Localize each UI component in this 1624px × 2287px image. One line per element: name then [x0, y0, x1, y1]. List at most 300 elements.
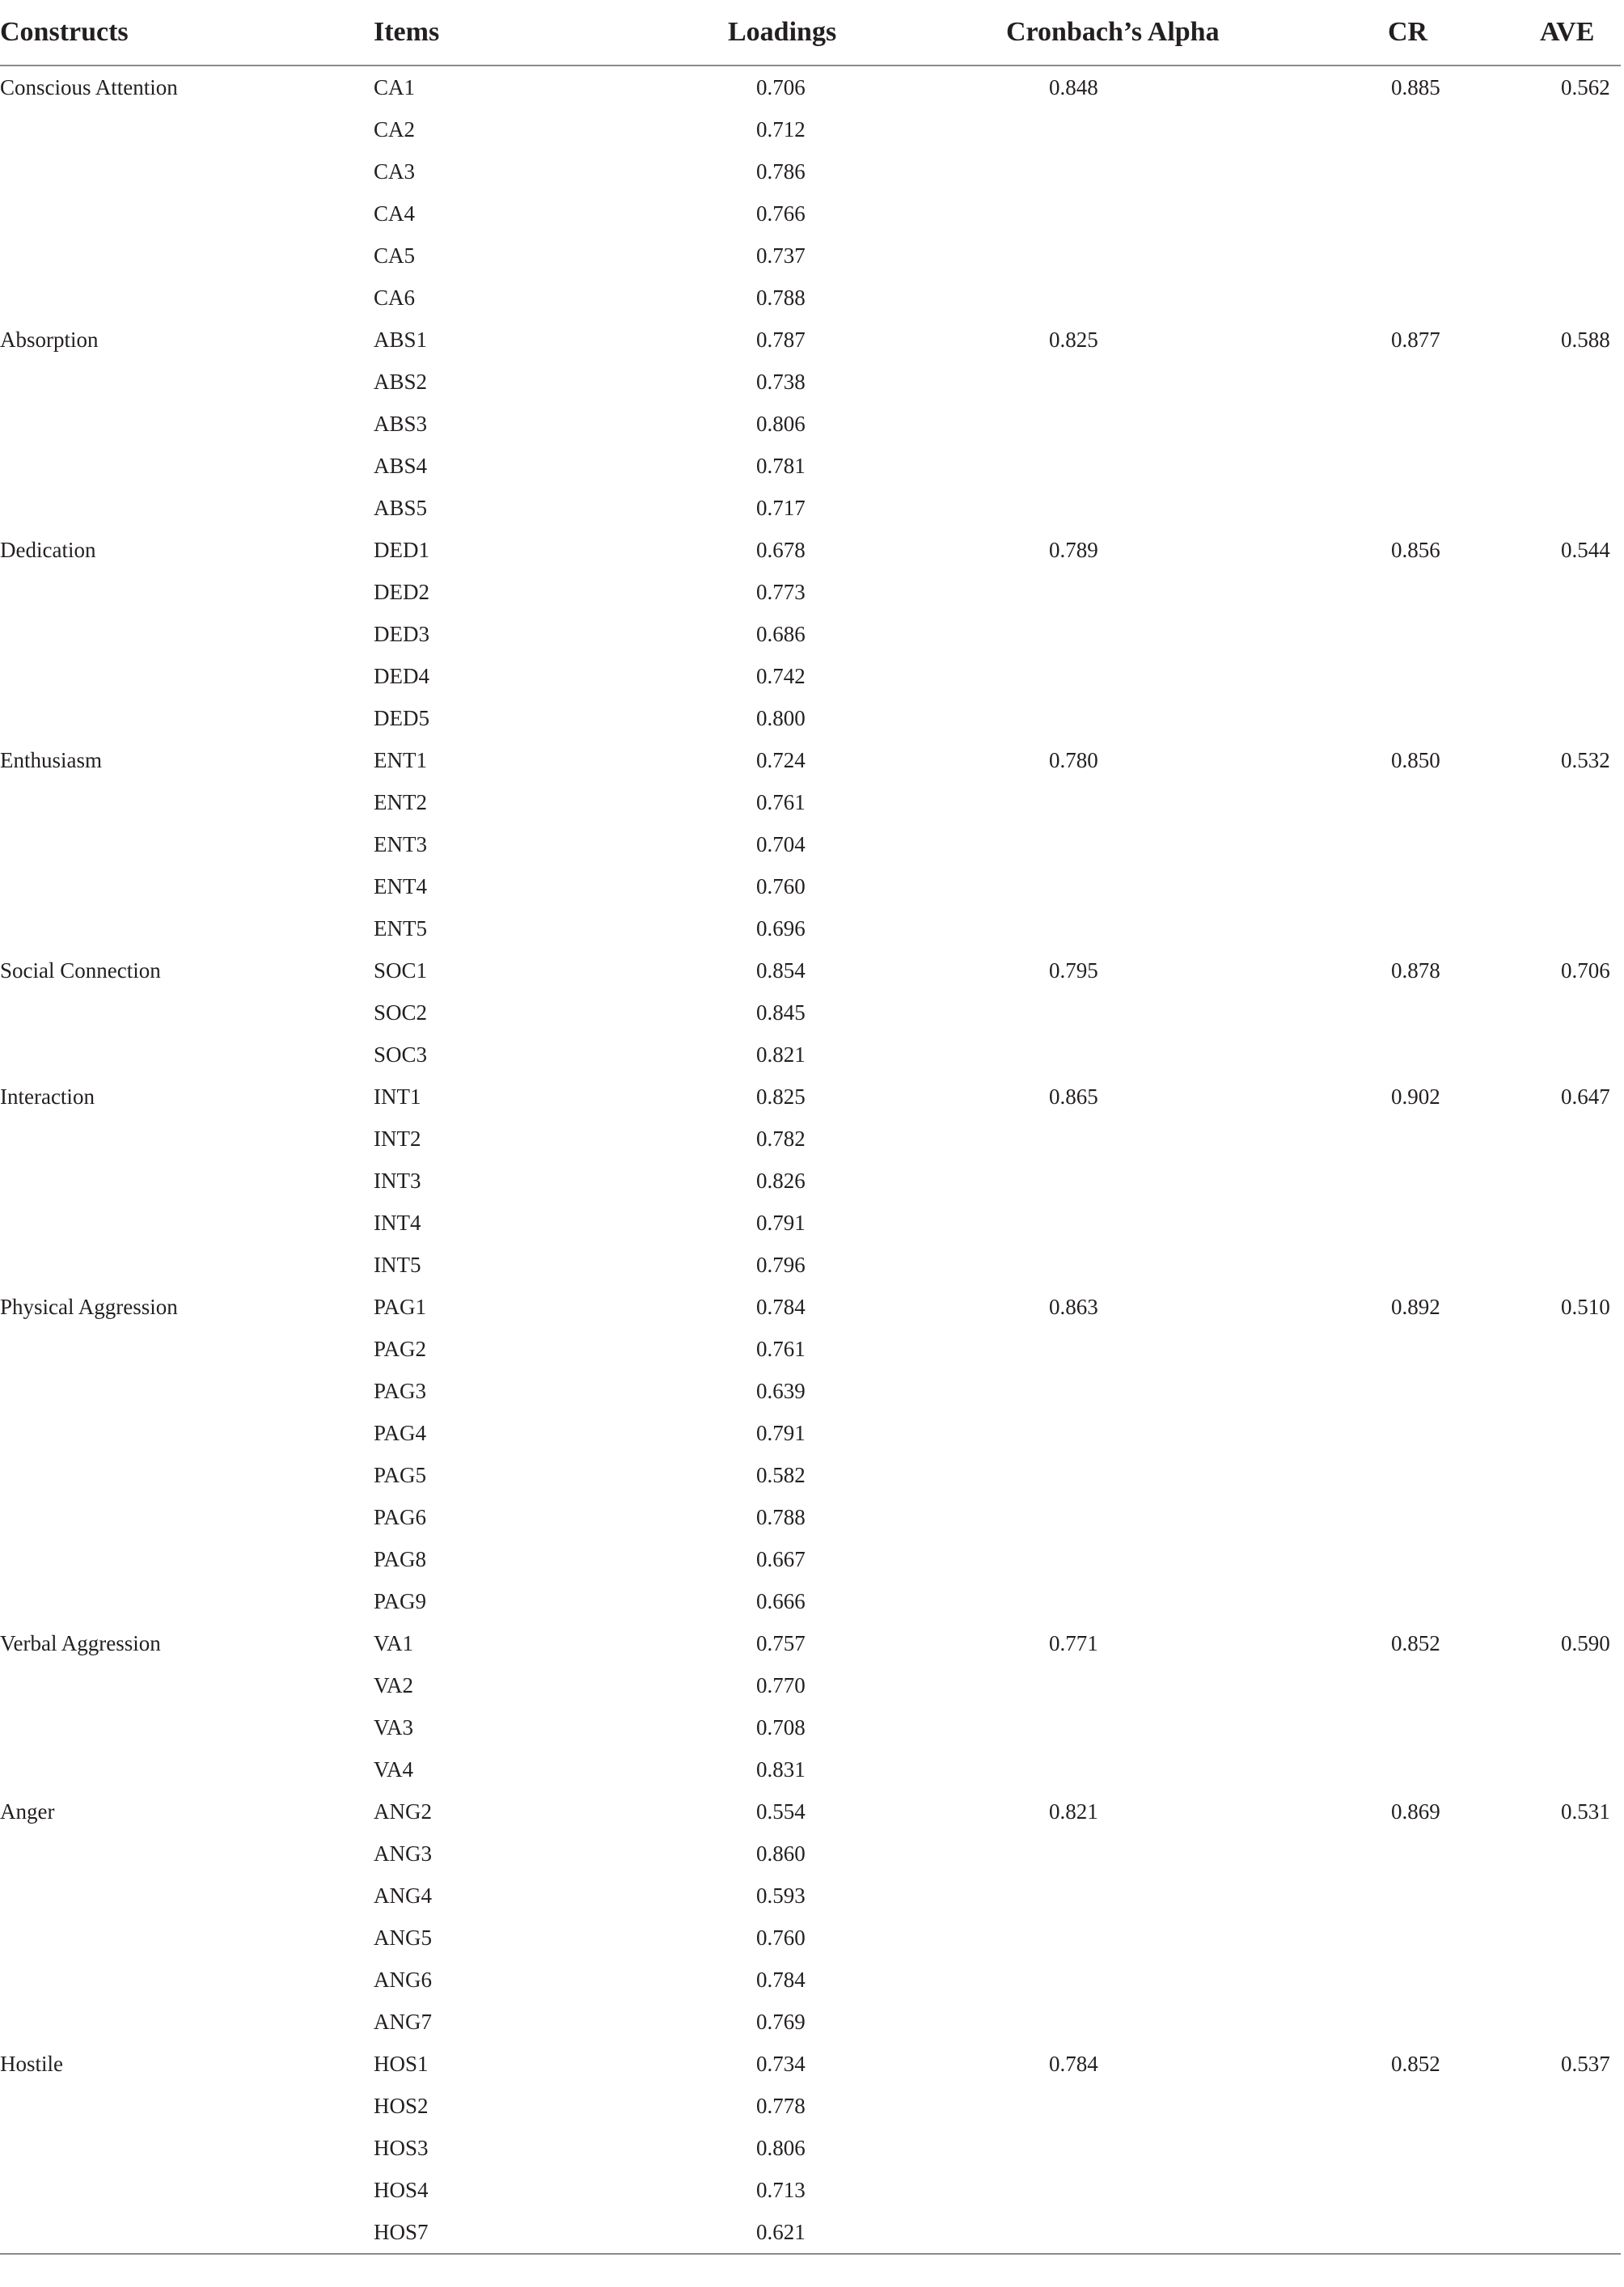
ave-cell: 0.532: [1561, 747, 1610, 772]
loading-cell: 0.778: [756, 2093, 806, 2118]
cr-cell: [1257, 235, 1475, 277]
loading-cell: 0.593: [756, 1883, 806, 1908]
table-row: [0, 1833, 1621, 1875]
loading-cell: 0.757: [756, 1630, 806, 1655]
header-cr: CR: [1257, 0, 1475, 66]
loading-cell: 0.770: [756, 1672, 806, 1697]
ave-cell: [1475, 991, 1621, 1034]
ave-cell: [1475, 277, 1621, 319]
construct-cell: [0, 192, 374, 235]
table-row: [0, 1748, 1621, 1790]
ave-cell: 0.531: [1561, 1799, 1610, 1824]
cr-cell: [1257, 1496, 1475, 1538]
cr-cell: [1257, 2127, 1475, 2169]
item-cell: HOS4: [374, 2177, 429, 2202]
ave-cell: [1475, 1917, 1621, 1959]
table-row: [0, 991, 1621, 1034]
alpha-cell: [933, 697, 1257, 739]
alpha-cell: [933, 865, 1257, 907]
item-cell: PAG1: [374, 1294, 427, 1319]
construct-cell: Interaction: [0, 1084, 95, 1109]
loading-cell: 0.737: [756, 243, 806, 268]
ave-cell: 0.647: [1561, 1084, 1610, 1109]
header-constructs: Constructs: [0, 0, 374, 66]
cr-cell: [1257, 571, 1475, 613]
cr-cell: [1257, 1833, 1475, 1875]
table-row: [0, 1917, 1621, 1959]
alpha-cell: 0.821: [1049, 1799, 1098, 1824]
cr-cell: [1257, 991, 1475, 1034]
ave-cell: [1475, 1748, 1621, 1790]
ave-cell: [1475, 403, 1621, 445]
alpha-cell: [933, 277, 1257, 319]
item-cell: HOS3: [374, 2135, 429, 2160]
ave-cell: [1475, 2211, 1621, 2254]
construct-cell: Conscious Attention: [0, 74, 178, 99]
item-cell: DED4: [374, 663, 429, 688]
alpha-cell: [933, 571, 1257, 613]
table-row: [0, 1538, 1621, 1580]
table-row: [0, 1370, 1621, 1412]
construct-cell: [0, 697, 374, 739]
cr-cell: [1257, 613, 1475, 655]
cr-cell: [1257, 1538, 1475, 1580]
cr-cell: [1257, 1580, 1475, 1622]
construct-cell: Social Connection: [0, 957, 161, 983]
construct-cell: [0, 1202, 374, 1244]
ave-cell: [1475, 907, 1621, 949]
loading-cell: 0.782: [756, 1126, 806, 1151]
cr-cell: [1257, 1875, 1475, 1917]
loading-cell: 0.766: [756, 201, 806, 226]
ave-cell: [1475, 1328, 1621, 1370]
loading-cell: 0.713: [756, 2177, 806, 2202]
cr-cell: [1257, 192, 1475, 235]
alpha-cell: [933, 823, 1257, 865]
item-cell: SOC1: [374, 957, 428, 983]
loading-cell: 0.788: [756, 1504, 806, 1529]
table-row: [0, 1664, 1621, 1706]
construct-cell: [0, 445, 374, 487]
ave-cell: 0.544: [1561, 537, 1610, 562]
ave-cell: [1475, 1454, 1621, 1496]
construct-cell: [0, 1538, 374, 1580]
item-cell: CA6: [374, 285, 416, 310]
item-cell: CA3: [374, 159, 416, 184]
loading-cell: 0.717: [756, 495, 806, 520]
table-row: [0, 1875, 1621, 1917]
item-cell: ENT2: [374, 789, 427, 814]
alpha-cell: [933, 1706, 1257, 1748]
alpha-cell: 0.784: [1049, 2051, 1098, 2076]
alpha-cell: 0.795: [1049, 957, 1098, 983]
item-cell: PAG9: [374, 1588, 427, 1613]
item-cell: ENT4: [374, 873, 427, 898]
cr-cell: 0.852: [1391, 2051, 1440, 2076]
construct-cell: Absorption: [0, 327, 99, 352]
table-row: [0, 1244, 1621, 1286]
item-cell: ENT3: [374, 831, 427, 856]
ave-cell: [1475, 1244, 1621, 1286]
alpha-cell: [933, 1370, 1257, 1412]
cr-cell: [1257, 1202, 1475, 1244]
loading-cell: 0.826: [756, 1168, 806, 1193]
table-row: [0, 823, 1621, 865]
ave-cell: [1475, 108, 1621, 150]
construct-cell: [0, 1370, 374, 1412]
alpha-cell: [933, 1160, 1257, 1202]
table-row: [0, 1202, 1621, 1244]
alpha-cell: 0.771: [1049, 1630, 1098, 1655]
construct-cell: Verbal Aggression: [0, 1630, 161, 1655]
item-cell: INT3: [374, 1168, 421, 1193]
item-cell: VA3: [374, 1714, 414, 1740]
construct-cell: [0, 1244, 374, 1286]
loading-cell: 0.860: [756, 1841, 806, 1866]
cr-cell: [1257, 1370, 1475, 1412]
table-row: [0, 2127, 1621, 2169]
table-row: [0, 1959, 1621, 2001]
ave-cell: [1475, 697, 1621, 739]
table-header: [0, 0, 1621, 66]
construct-cell: [0, 1496, 374, 1538]
alpha-cell: [933, 2001, 1257, 2043]
ave-cell: [1475, 1706, 1621, 1748]
loading-cell: 0.760: [756, 1925, 806, 1950]
item-cell: ABS1: [374, 327, 428, 352]
cr-cell: [1257, 1706, 1475, 1748]
construct-cell: [0, 108, 374, 150]
construct-cell: Dedication: [0, 537, 96, 562]
table-row: [0, 445, 1621, 487]
item-cell: SOC3: [374, 1042, 428, 1067]
cr-cell: [1257, 445, 1475, 487]
item-cell: PAG8: [374, 1546, 427, 1571]
table-row: [0, 277, 1621, 319]
alpha-cell: 0.789: [1049, 537, 1098, 562]
footer-spacer: [0, 2254, 1621, 2287]
alpha-cell: 0.865: [1049, 1084, 1098, 1109]
header-ave: AVE: [1475, 0, 1621, 66]
item-cell: DED1: [374, 537, 429, 562]
construct-cell: [0, 655, 374, 697]
table-row: [0, 1706, 1621, 1748]
header-items: Items: [374, 0, 624, 66]
loading-cell: 0.845: [756, 1000, 806, 1025]
table-row: [0, 235, 1621, 277]
loading-cell: 0.821: [756, 1042, 806, 1067]
cr-cell: [1257, 361, 1475, 403]
loading-cell: 0.831: [756, 1756, 806, 1782]
alpha-cell: [933, 1328, 1257, 1370]
ave-cell: 0.537: [1561, 2051, 1610, 2076]
alpha-cell: [933, 991, 1257, 1034]
cr-cell: [1257, 781, 1475, 823]
table-row: [0, 1034, 1621, 1076]
ave-cell: [1475, 2001, 1621, 2043]
construct-cell: [0, 2001, 374, 2043]
alpha-cell: [933, 1580, 1257, 1622]
table-row: [0, 697, 1621, 739]
item-cell: HOS1: [374, 2051, 429, 2076]
item-cell: DED2: [374, 579, 429, 604]
construct-cell: [0, 1160, 374, 1202]
item-cell: VA2: [374, 1672, 414, 1697]
cr-cell: [1257, 1959, 1475, 2001]
table-row: [0, 2043, 1621, 2085]
table-row: [0, 739, 1621, 781]
table-row: [0, 613, 1621, 655]
loading-cell: 0.800: [756, 705, 806, 730]
loading-cell: 0.742: [756, 663, 806, 688]
loading-cell: 0.734: [756, 2051, 806, 2076]
ave-cell: [1475, 445, 1621, 487]
loading-cell: 0.769: [756, 2009, 806, 2034]
construct-cell: [0, 1412, 374, 1454]
item-cell: PAG5: [374, 1462, 427, 1487]
cr-cell: [1257, 1748, 1475, 1790]
cr-cell: 0.878: [1391, 957, 1440, 983]
construct-cell: [0, 1917, 374, 1959]
table-row: [0, 2001, 1621, 2043]
loading-cell: 0.706: [756, 74, 806, 99]
table-row: [0, 907, 1621, 949]
construct-cell: [0, 235, 374, 277]
construct-cell: [0, 1034, 374, 1076]
cr-cell: 0.877: [1391, 327, 1440, 352]
item-cell: PAG6: [374, 1504, 427, 1529]
loading-cell: 0.667: [756, 1546, 806, 1571]
ave-cell: [1475, 150, 1621, 192]
loading-cell: 0.686: [756, 621, 806, 646]
cr-cell: [1257, 2085, 1475, 2127]
cr-cell: [1257, 1917, 1475, 1959]
construct-cell: [0, 403, 374, 445]
cr-cell: [1257, 907, 1475, 949]
loading-cell: 0.788: [756, 285, 806, 310]
ave-cell: 0.562: [1561, 74, 1610, 99]
cr-cell: [1257, 2169, 1475, 2211]
table-row: [0, 1160, 1621, 1202]
item-cell: SOC2: [374, 1000, 428, 1025]
cr-cell: [1257, 865, 1475, 907]
table-row: [0, 66, 1621, 108]
table-row: [0, 1118, 1621, 1160]
cr-cell: [1257, 823, 1475, 865]
construct-cell: [0, 1454, 374, 1496]
cr-cell: [1257, 655, 1475, 697]
item-cell: HOS2: [374, 2093, 429, 2118]
construct-cell: [0, 613, 374, 655]
table-row: [0, 1580, 1621, 1622]
cr-cell: [1257, 403, 1475, 445]
table-row: [0, 2211, 1621, 2254]
item-cell: VA4: [374, 1756, 414, 1782]
cr-cell: [1257, 1034, 1475, 1076]
ave-cell: [1475, 2169, 1621, 2211]
item-cell: PAG2: [374, 1336, 427, 1361]
alpha-cell: 0.780: [1049, 747, 1098, 772]
table-row: [0, 949, 1621, 991]
construct-cell: [0, 1664, 374, 1706]
cr-cell: [1257, 108, 1475, 150]
cr-cell: [1257, 1244, 1475, 1286]
ave-cell: [1475, 361, 1621, 403]
ave-cell: [1475, 2127, 1621, 2169]
header-cronbachs-alpha: Cronbach’s Alpha: [933, 0, 1257, 66]
construct-cell: [0, 1833, 374, 1875]
ave-cell: [1475, 1833, 1621, 1875]
loading-cell: 0.678: [756, 537, 806, 562]
loading-cell: 0.712: [756, 116, 806, 142]
ave-cell: [1475, 1538, 1621, 1580]
construct-cell: [0, 150, 374, 192]
table-row: [0, 1076, 1621, 1118]
construct-cell: Physical Aggression: [0, 1294, 178, 1319]
loading-cell: 0.760: [756, 873, 806, 898]
item-cell: ANG5: [374, 1925, 432, 1950]
alpha-cell: [933, 1875, 1257, 1917]
table-row: [0, 361, 1621, 403]
item-cell: ENT1: [374, 747, 427, 772]
table-row: [0, 192, 1621, 235]
alpha-cell: [933, 613, 1257, 655]
item-cell: VA1: [374, 1630, 414, 1655]
ave-cell: [1475, 655, 1621, 697]
item-cell: CA2: [374, 116, 416, 142]
ave-cell: [1475, 1160, 1621, 1202]
loading-cell: 0.787: [756, 327, 806, 352]
ave-cell: [1475, 1118, 1621, 1160]
item-cell: ABS5: [374, 495, 428, 520]
loading-cell: 0.621: [624, 2211, 933, 2254]
item-cell: PAG4: [374, 1420, 427, 1445]
ave-cell: 0.590: [1561, 1630, 1610, 1655]
table-row: [0, 2085, 1621, 2127]
cr-cell: [1257, 277, 1475, 319]
alpha-cell: [933, 1538, 1257, 1580]
item-cell: INT1: [374, 1084, 421, 1109]
cr-cell: 0.856: [1391, 537, 1440, 562]
ave-cell: [1475, 1664, 1621, 1706]
alpha-cell: [933, 1202, 1257, 1244]
loading-cell: 0.738: [756, 369, 806, 394]
item-cell: ANG3: [374, 1841, 432, 1866]
loading-cell: 0.773: [756, 579, 806, 604]
table-row: [0, 108, 1621, 150]
loading-cell: 0.806: [756, 411, 806, 436]
construct-cell: Anger: [0, 1799, 55, 1824]
ave-cell: [1475, 2085, 1621, 2127]
item-cell: CA4: [374, 201, 416, 226]
cr-cell: [1257, 1664, 1475, 1706]
ave-cell: [1475, 1370, 1621, 1412]
construct-cell: [0, 781, 374, 823]
table-row: [0, 1412, 1621, 1454]
loading-cell: 0.825: [756, 1084, 806, 1109]
construct-cell: [0, 1118, 374, 1160]
table-row: [0, 487, 1621, 529]
alpha-cell: [933, 2085, 1257, 2127]
cr-cell: 0.892: [1391, 1294, 1440, 1319]
alpha-cell: [933, 1833, 1257, 1875]
alpha-cell: 0.863: [1049, 1294, 1098, 1319]
loading-cell: 0.708: [756, 1714, 806, 1740]
construct-cell: [0, 361, 374, 403]
table-row: [0, 529, 1621, 571]
alpha-cell: [933, 907, 1257, 949]
ave-cell: [1475, 1580, 1621, 1622]
construct-cell: [0, 907, 374, 949]
construct-cell: [0, 1580, 374, 1622]
ave-cell: 0.706: [1561, 957, 1610, 983]
construct-cell: [0, 2085, 374, 2127]
cr-cell: [1257, 1118, 1475, 1160]
ave-cell: [1475, 1875, 1621, 1917]
alpha-cell: [933, 1748, 1257, 1790]
ave-cell: [1475, 571, 1621, 613]
cr-cell: [1257, 1412, 1475, 1454]
construct-cell: [0, 823, 374, 865]
item-cell: ANG4: [374, 1883, 432, 1908]
table-row: [0, 1496, 1621, 1538]
item-cell: DED3: [374, 621, 429, 646]
alpha-cell: [933, 1454, 1257, 1496]
ave-cell: [1475, 1202, 1621, 1244]
alpha-cell: [933, 108, 1257, 150]
item-cell: ANG2: [374, 1799, 432, 1824]
table-row: [0, 655, 1621, 697]
ave-cell: [1475, 613, 1621, 655]
alpha-cell: [933, 2169, 1257, 2211]
loading-cell: 0.791: [756, 1420, 806, 1445]
table-row: [0, 781, 1621, 823]
alpha-cell: 0.825: [1049, 327, 1098, 352]
construct-cell: [0, 2127, 374, 2169]
item-cell: DED5: [374, 705, 429, 730]
table-row: [0, 571, 1621, 613]
table-row: [0, 319, 1621, 361]
alpha-cell: [933, 1412, 1257, 1454]
loading-cell: 0.724: [756, 747, 806, 772]
header-row: [0, 0, 1621, 66]
alpha-cell: 0.848: [1049, 74, 1098, 99]
loading-cell: 0.784: [756, 1967, 806, 1992]
construct-cell: [0, 1328, 374, 1370]
construct-cell: [0, 571, 374, 613]
construct-cell: Enthusiasm: [0, 747, 102, 772]
alpha-cell: [933, 1496, 1257, 1538]
cr-cell: [1257, 487, 1475, 529]
cr-cell: [1257, 1454, 1475, 1496]
alpha-cell: [933, 150, 1257, 192]
alpha-cell: [933, 235, 1257, 277]
construct-cell: [0, 1959, 374, 2001]
table-body: [0, 66, 1621, 2254]
construct-cell: [0, 1748, 374, 1790]
table-footer: [0, 2254, 1621, 2287]
cr-cell: [1257, 2211, 1475, 2254]
header-loadings: Loadings: [624, 0, 933, 66]
table-row: [0, 150, 1621, 192]
cr-cell: 0.902: [1391, 1084, 1440, 1109]
item-cell: ABS2: [374, 369, 428, 394]
loading-cell: 0.781: [756, 453, 806, 478]
alpha-cell: [933, 403, 1257, 445]
table-row: [0, 403, 1621, 445]
alpha-cell: [933, 192, 1257, 235]
item-cell: INT5: [374, 1252, 421, 1277]
